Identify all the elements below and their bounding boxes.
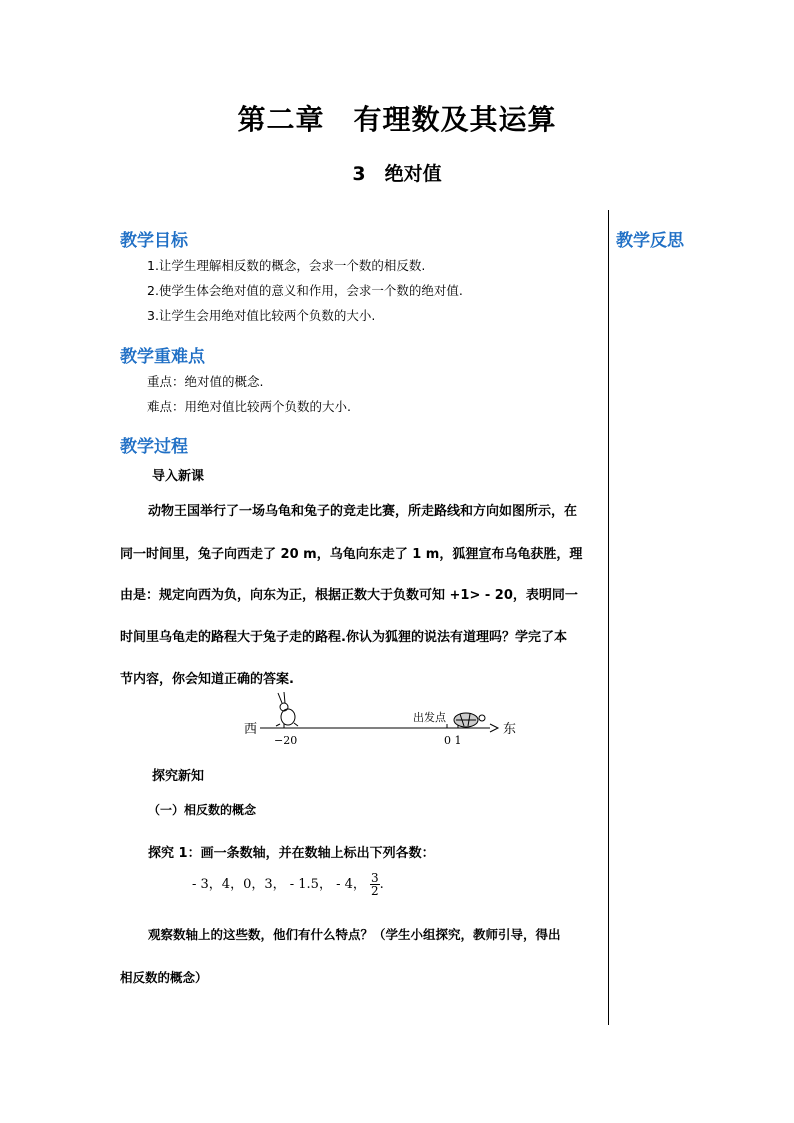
story-line: 动物王国举行了一场乌龟和兔子的竞走比赛，所走路线和方向如图所示，在 [148,504,578,519]
turtle-icon [454,713,485,727]
east-label: 东 [503,722,517,737]
fraction-denominator: 2 [371,884,379,898]
explore-title: 探究新知 [152,769,205,784]
goals-heading: 教学目标 [120,231,188,251]
fraction-3-over-2 [370,872,380,897]
axis-arrow [490,724,498,732]
part1-heading: （一）相反数的概念 [148,803,257,817]
difficulty-point: 难点：用绝对值比较两个负数的大小. [147,399,351,414]
story-line: 由是：规定向西为负，向东为正，根据正数大于负数可知 +1> - 20，表明同一 [120,588,578,603]
goal-item: 2.使学生体会绝对值的意义和作用，会求一个数的绝对值. [147,283,463,298]
explore1-text: 探究 1：画一条数轴，并在数轴上标出下列各数： [148,846,435,861]
fraction-tail: . [379,877,384,892]
intro-title: 导入新课 [152,469,205,484]
column-divider [608,210,609,1025]
tick-label-0-1: 0 1 [444,734,462,747]
tick-label-minus-20: −20 [274,734,298,747]
number-list [192,872,384,897]
story-line: 同一时间里，兔子向西走了 20 m，乌龟向东走了 1 m，狐狸宣布乌龟获胜，理 [120,547,583,562]
goal-item: 3.让学生会用绝对值比较两个负数的大小. [147,308,376,323]
observe-line: 观察数轴上的这些数，他们有什么特点？（学生小组探究，教师引导，得出 [148,927,561,942]
story-line: 时间里乌龟走的路程大于兔子走的路程.你认为狐狸的说法有道理吗？学完了本 [120,630,567,645]
fraction-numerator: 3 [371,871,379,885]
start-label: 出发点 [413,711,446,724]
page-title: 第二章 有理数及其运算 [237,103,557,136]
numbers-text: - 3，4，0，3， - 1.5， - 4， [192,877,366,892]
west-label: 西 [244,722,258,737]
reflection-heading: 教学反思 [616,231,684,251]
process-heading: 教学过程 [120,437,188,457]
page-subtitle: 3 绝对值 [352,163,442,185]
number-line-figure [238,690,518,750]
focus-point: 重点：绝对值的概念. [147,374,264,389]
observe-line: 相反数的概念） [120,970,208,985]
rabbit-icon [276,692,298,726]
story-line: 节内容，你会知道正确的答案. [120,672,294,687]
goal-item: 1.让学生理解相反数的概念，会求一个数的相反数. [147,258,426,273]
key-points-heading: 教学重难点 [120,347,205,367]
